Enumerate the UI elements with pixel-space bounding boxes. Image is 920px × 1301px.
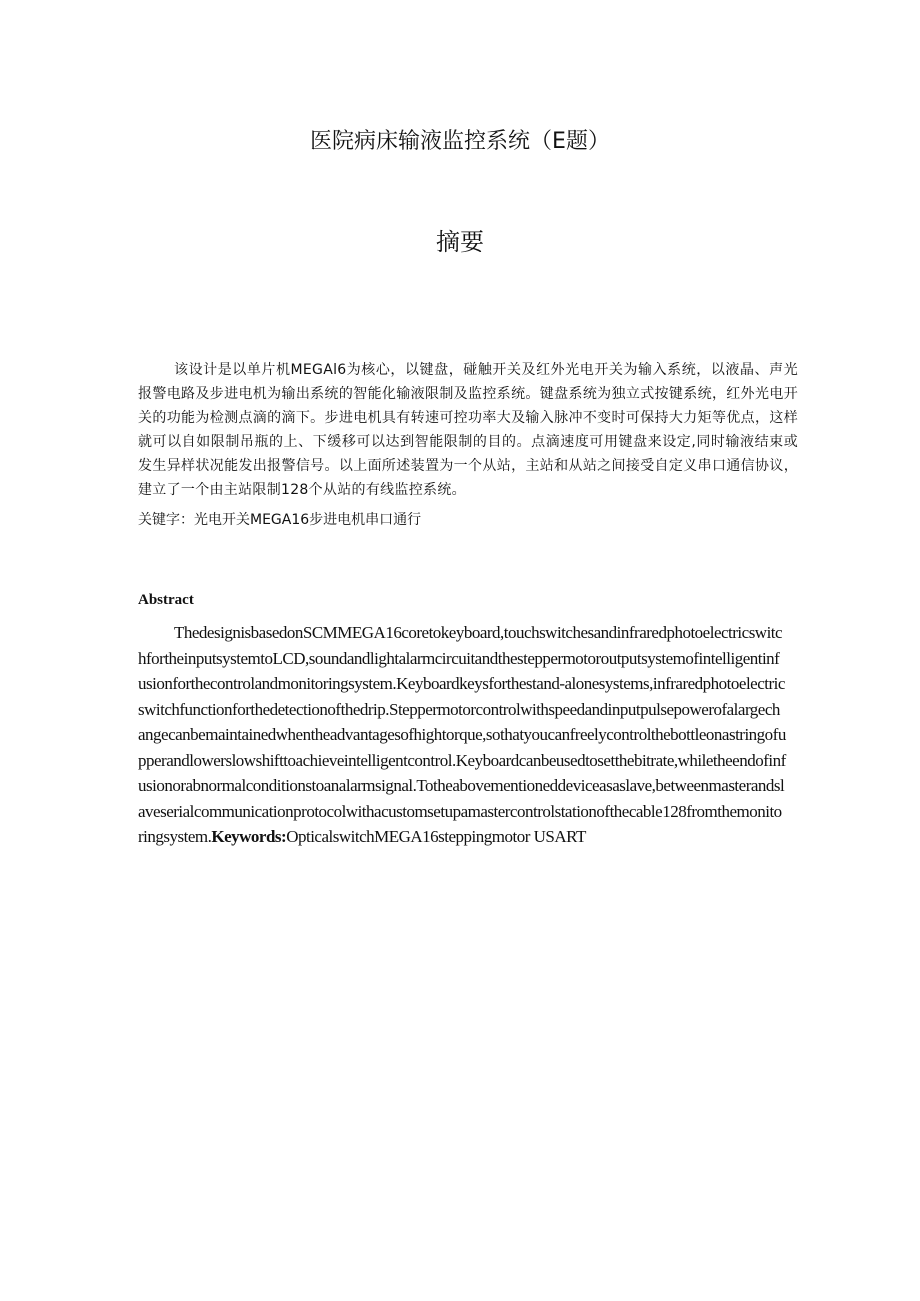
- document-title: 医院病床输液监控系统（E题）: [310, 129, 610, 154]
- chinese-keywords: 关键字：光电开关MEGA16步进电机串口通行: [138, 512, 422, 528]
- english-abstract-heading: Abstract: [138, 592, 194, 608]
- english-keywords: OpticalswitchMEGA16steppingmotor USART: [286, 827, 586, 846]
- english-keywords-label: Keywords:: [211, 827, 287, 846]
- abstract-heading: 摘要: [436, 228, 484, 256]
- chinese-abstract-paragraph: 该设计是以单片机MEGAl6为核心，以键盘，碰触开关及红外光电开关为输入系统，以液晶、声光报警电路及步进电机为输出系统的智能化输液限制及监控系统。键盘系统为独立式按键系统，红外光电开关的功能为检测点滴的滴下。步进电机具有转速可控功率大及输入脉冲不变时可保持大力矩等优点，这样就可以自如限制吊瓶的上、下缓移可以达到智能限制的目的。点滴速度可用键盘来设定,同时输液结束或发生异样状况能发出报警信号。以上面所述装置为一个从站，主站和从站之间接受自定义串口通信协议，建立了一个由主站限制128个从站的有线监控系统。: [138, 362, 798, 498]
- english-abstract-paragraph: [138, 620, 786, 850]
- english-abstract-text: ThedesignisbasedonSCMMEGA16coretokeyboard,touchswitchesandinfraredphotoelectricswitchfortheinputsystemtoLCD,soundandlightalarmcircuitandthesteppermotoroutputsystemofintelligentinfusionforthecontrolandmonitoringsystem.Keyboardkeysforthestand-alonesystems,infraredphotoelectricswitchfunctionforthedetectionofthedrip.Steppermotorcontrolwithspeedandinputpulsepowerofalargechangecanbemaintainedwhentheadvantagesofhightorque,sothatyoucanfreelycontrolthebottleonastringofupperandlowerslowshifttoachieveintelligentcontrol.Keyboardcanbeusedtosetthebitrate,whiletheendofinfusionorabnormalconditionstoanalarmsignal.Totheabovementioneddeviceasaslave,betweenmasterandslaveserialcommunicationprotocolwithacustomsetupamastercontrolstationofthecable128fromthemonitoringsystem.: [138, 623, 786, 846]
